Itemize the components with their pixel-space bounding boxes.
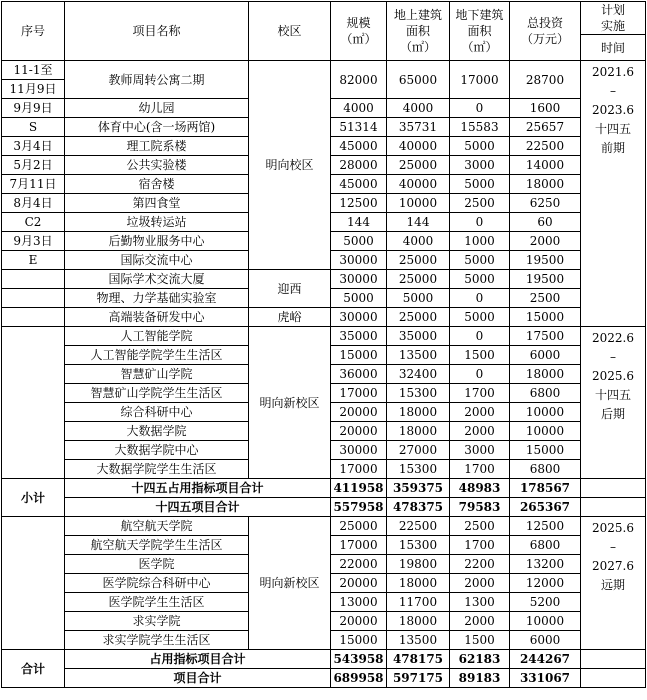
row-invest: 10000 bbox=[510, 612, 581, 631]
row-scale: 15000 bbox=[331, 631, 387, 650]
row-above: 15300 bbox=[387, 536, 450, 555]
header-investment: 总投资 （万元） bbox=[510, 2, 581, 61]
row-above: 22500 bbox=[387, 517, 450, 536]
total-under: 89183 bbox=[450, 669, 510, 688]
row-under: 5000 bbox=[450, 137, 510, 156]
row-name: 航空航天学院学生生活区 bbox=[65, 536, 249, 555]
campus-mingxiang-new: 明向新校区 bbox=[249, 327, 331, 479]
row-name: 医学院综合科研中心 bbox=[65, 574, 249, 593]
row-name: 大数据学院学生生活区 bbox=[65, 460, 249, 479]
row-name: 理工院系楼 bbox=[65, 137, 249, 156]
row-invest: 6000 bbox=[510, 631, 581, 650]
row-name: 国际交流中心 bbox=[65, 251, 249, 270]
row-invest: 6000 bbox=[510, 346, 581, 365]
row-under: 5000 bbox=[450, 175, 510, 194]
row-above: 19800 bbox=[387, 555, 450, 574]
plan-period-3: 2025.6 – 2027.6 远期 bbox=[581, 517, 646, 650]
row-under: 0 bbox=[450, 365, 510, 384]
plan-period-1: 2021.6 – 2023.6 十四五 前期 bbox=[581, 61, 646, 327]
row-above: 18000 bbox=[387, 422, 450, 441]
row-scale: 13000 bbox=[331, 593, 387, 612]
row-name: 第四食堂 bbox=[65, 194, 249, 213]
row-above: 18000 bbox=[387, 612, 450, 631]
header-seq: 序号 bbox=[2, 2, 65, 61]
row-scale: 35000 bbox=[331, 327, 387, 346]
row-above: 13500 bbox=[387, 631, 450, 650]
row-scale: 36000 bbox=[331, 365, 387, 384]
header-plan-time: 时间 bbox=[581, 35, 646, 61]
row-under: 3000 bbox=[450, 441, 510, 460]
row-above: 4000 bbox=[387, 232, 450, 251]
row-name: 垃圾转运站 bbox=[65, 213, 249, 232]
subtotal-under: 48983 bbox=[450, 479, 510, 498]
row-above: 25000 bbox=[387, 251, 450, 270]
header-plan: 计划 实施 bbox=[581, 2, 646, 35]
row-scale: 45000 bbox=[331, 137, 387, 156]
subtotal-scale: 557958 bbox=[331, 498, 387, 517]
row-seq-blank bbox=[2, 327, 65, 479]
row-invest: 10000 bbox=[510, 403, 581, 422]
row-above: 32400 bbox=[387, 365, 450, 384]
row-seq: E bbox=[2, 251, 65, 270]
row-scale: 28000 bbox=[331, 156, 387, 175]
row-invest: 6800 bbox=[510, 536, 581, 555]
row-name: 求实学院 bbox=[65, 612, 249, 631]
row-invest: 13200 bbox=[510, 555, 581, 574]
row-scale: 30000 bbox=[331, 441, 387, 460]
row-above: 65000 bbox=[387, 61, 450, 99]
row-invest: 28700 bbox=[510, 61, 581, 99]
row-under: 2000 bbox=[450, 422, 510, 441]
row-above: 15300 bbox=[387, 384, 450, 403]
plan-period-2: 2022.6 – 2025.6 十四五 后期 bbox=[581, 327, 646, 479]
row-name: 求实学院学生生活区 bbox=[65, 631, 249, 650]
row-under: 2200 bbox=[450, 555, 510, 574]
row-seq bbox=[2, 289, 65, 308]
row-under: 1700 bbox=[450, 384, 510, 403]
row-invest: 19500 bbox=[510, 270, 581, 289]
subtotal-under: 79583 bbox=[450, 498, 510, 517]
row-under: 15583 bbox=[450, 118, 510, 137]
total-label: 合计 bbox=[2, 650, 65, 688]
row-under: 1500 bbox=[450, 346, 510, 365]
row-above: 40000 bbox=[387, 137, 450, 156]
row-scale: 30000 bbox=[331, 270, 387, 289]
row-scale: 4000 bbox=[331, 99, 387, 118]
row-scale: 17000 bbox=[331, 384, 387, 403]
row-name: 医学院 bbox=[65, 555, 249, 574]
row-under: 5000 bbox=[450, 270, 510, 289]
row-invest: 2000 bbox=[510, 232, 581, 251]
row-seq: 7月11日 bbox=[2, 175, 65, 194]
row-invest: 6800 bbox=[510, 384, 581, 403]
row-name: 医学院学生生活区 bbox=[65, 593, 249, 612]
row-above: 144 bbox=[387, 213, 450, 232]
row-under: 0 bbox=[450, 213, 510, 232]
row-above: 10000 bbox=[387, 194, 450, 213]
total-plan-blank bbox=[581, 669, 646, 688]
row-scale: 20000 bbox=[331, 422, 387, 441]
row-scale: 51314 bbox=[331, 118, 387, 137]
row-invest: 17500 bbox=[510, 327, 581, 346]
row-name: 人工智能学院 bbox=[65, 327, 249, 346]
row-invest: 6800 bbox=[510, 460, 581, 479]
row-under: 3000 bbox=[450, 156, 510, 175]
row-under: 17000 bbox=[450, 61, 510, 99]
row-invest: 10000 bbox=[510, 422, 581, 441]
header-name: 项目名称 bbox=[65, 2, 249, 61]
row-scale: 20000 bbox=[331, 574, 387, 593]
row-scale: 45000 bbox=[331, 175, 387, 194]
row-seq: 9月3日 bbox=[2, 232, 65, 251]
row-seq: 3月4日 bbox=[2, 137, 65, 156]
campus-mingxiang-new: 明向新校区 bbox=[249, 517, 331, 650]
row-name: 教师周转公寓二期 bbox=[65, 61, 249, 99]
row-under: 0 bbox=[450, 99, 510, 118]
row-invest: 22500 bbox=[510, 137, 581, 156]
total-scale: 689958 bbox=[331, 669, 387, 688]
subtotal-above: 478375 bbox=[387, 498, 450, 517]
row-invest: 15000 bbox=[510, 308, 581, 327]
subtotal-name: 十四五项目合计 bbox=[65, 498, 331, 517]
subtotal-label: 小计 bbox=[2, 479, 65, 517]
row-scale: 22000 bbox=[331, 555, 387, 574]
row-seq bbox=[2, 308, 65, 327]
row-invest: 2500 bbox=[510, 289, 581, 308]
row-name: 大数据学院 bbox=[65, 422, 249, 441]
row-invest: 25657 bbox=[510, 118, 581, 137]
row-scale: 20000 bbox=[331, 403, 387, 422]
row-seq: 11月9日 bbox=[2, 80, 65, 99]
row-scale: 17000 bbox=[331, 460, 387, 479]
row-under: 2000 bbox=[450, 612, 510, 631]
row-above: 4000 bbox=[387, 99, 450, 118]
row-above: 25000 bbox=[387, 270, 450, 289]
row-under: 2000 bbox=[450, 403, 510, 422]
row-scale: 20000 bbox=[331, 612, 387, 631]
campus-huyu: 虎峪 bbox=[249, 308, 331, 327]
row-name: 物理、力学基础实验室 bbox=[65, 289, 249, 308]
row-above: 11700 bbox=[387, 593, 450, 612]
row-under: 1500 bbox=[450, 631, 510, 650]
row-under: 0 bbox=[450, 327, 510, 346]
row-seq: C2 bbox=[2, 213, 65, 232]
total-above: 478175 bbox=[387, 650, 450, 669]
row-invest: 18000 bbox=[510, 365, 581, 384]
row-name: 大数据学院中心 bbox=[65, 441, 249, 460]
row-scale: 82000 bbox=[331, 61, 387, 99]
header-above-area: 地上建筑 面积 （㎡） bbox=[387, 2, 450, 61]
subtotal-scale: 411958 bbox=[331, 479, 387, 498]
row-seq: 5月2日 bbox=[2, 156, 65, 175]
subtotal-invest: 178567 bbox=[510, 479, 581, 498]
row-under: 2000 bbox=[450, 574, 510, 593]
total-name: 项目合计 bbox=[65, 669, 331, 688]
row-seq: 9月9日 bbox=[2, 99, 65, 118]
row-invest: 18000 bbox=[510, 175, 581, 194]
row-under: 0 bbox=[450, 289, 510, 308]
row-scale: 17000 bbox=[331, 536, 387, 555]
row-scale: 25000 bbox=[331, 517, 387, 536]
row-above: 25000 bbox=[387, 308, 450, 327]
total-invest: 244267 bbox=[510, 650, 581, 669]
row-name: 公共实验楼 bbox=[65, 156, 249, 175]
row-under: 1700 bbox=[450, 536, 510, 555]
row-name: 国际学术交流大厦 bbox=[65, 270, 249, 289]
row-scale: 30000 bbox=[331, 251, 387, 270]
row-name: 航空航天学院 bbox=[65, 517, 249, 536]
row-name: 智慧矿山学院学生生活区 bbox=[65, 384, 249, 403]
row-under: 2500 bbox=[450, 194, 510, 213]
subtotal-plan-blank bbox=[581, 498, 646, 517]
row-name: 体育中心(含一场两馆) bbox=[65, 118, 249, 137]
row-under: 1700 bbox=[450, 460, 510, 479]
total-plan-blank bbox=[581, 650, 646, 669]
row-under: 5000 bbox=[450, 308, 510, 327]
header-under-area: 地下建筑 面积 （㎡） bbox=[450, 2, 510, 61]
row-under: 2500 bbox=[450, 517, 510, 536]
row-scale: 12500 bbox=[331, 194, 387, 213]
row-seq-blank bbox=[2, 517, 65, 650]
row-invest: 60 bbox=[510, 213, 581, 232]
total-above: 597175 bbox=[387, 669, 450, 688]
row-name: 高端装备研发中心 bbox=[65, 308, 249, 327]
row-invest: 19500 bbox=[510, 251, 581, 270]
row-under: 1300 bbox=[450, 593, 510, 612]
total-name: 占用指标项目合计 bbox=[65, 650, 331, 669]
row-seq: 11-1至 bbox=[2, 61, 65, 80]
row-above: 18000 bbox=[387, 574, 450, 593]
row-scale: 15000 bbox=[331, 346, 387, 365]
row-name: 综合科研中心 bbox=[65, 403, 249, 422]
row-under: 5000 bbox=[450, 251, 510, 270]
row-seq bbox=[2, 270, 65, 289]
row-invest: 6250 bbox=[510, 194, 581, 213]
campus-projects-table bbox=[1, 1, 646, 688]
row-above: 35000 bbox=[387, 327, 450, 346]
row-invest: 12500 bbox=[510, 517, 581, 536]
campus-mingxiang: 明向校区 bbox=[249, 61, 331, 270]
row-above: 15300 bbox=[387, 460, 450, 479]
row-seq: 8月4日 bbox=[2, 194, 65, 213]
row-scale: 5000 bbox=[331, 232, 387, 251]
row-above: 18000 bbox=[387, 403, 450, 422]
row-scale: 30000 bbox=[331, 308, 387, 327]
row-above: 5000 bbox=[387, 289, 450, 308]
row-invest: 5200 bbox=[510, 593, 581, 612]
row-invest: 1600 bbox=[510, 99, 581, 118]
subtotal-plan-blank bbox=[581, 479, 646, 498]
row-invest: 15000 bbox=[510, 441, 581, 460]
row-name: 后勤物业服务中心 bbox=[65, 232, 249, 251]
row-scale: 5000 bbox=[331, 289, 387, 308]
subtotal-above: 359375 bbox=[387, 479, 450, 498]
row-seq: S bbox=[2, 118, 65, 137]
total-invest: 331067 bbox=[510, 669, 581, 688]
row-above: 13500 bbox=[387, 346, 450, 365]
total-under: 62183 bbox=[450, 650, 510, 669]
row-above: 35731 bbox=[387, 118, 450, 137]
row-scale: 144 bbox=[331, 213, 387, 232]
header-campus: 校区 bbox=[249, 2, 331, 61]
header-scale: 规模 （㎡） bbox=[331, 2, 387, 61]
row-above: 27000 bbox=[387, 441, 450, 460]
row-above: 40000 bbox=[387, 175, 450, 194]
row-invest: 12000 bbox=[510, 574, 581, 593]
campus-yingxi: 迎西 bbox=[249, 270, 331, 308]
row-under: 1000 bbox=[450, 232, 510, 251]
row-invest: 14000 bbox=[510, 156, 581, 175]
row-name: 人工智能学院学生生活区 bbox=[65, 346, 249, 365]
row-name: 宿舍楼 bbox=[65, 175, 249, 194]
row-above: 25000 bbox=[387, 156, 450, 175]
row-name: 幼儿园 bbox=[65, 99, 249, 118]
total-scale: 543958 bbox=[331, 650, 387, 669]
row-name: 智慧矿山学院 bbox=[65, 365, 249, 384]
subtotal-name: 十四五占用指标项目合计 bbox=[65, 479, 331, 498]
subtotal-invest: 265367 bbox=[510, 498, 581, 517]
